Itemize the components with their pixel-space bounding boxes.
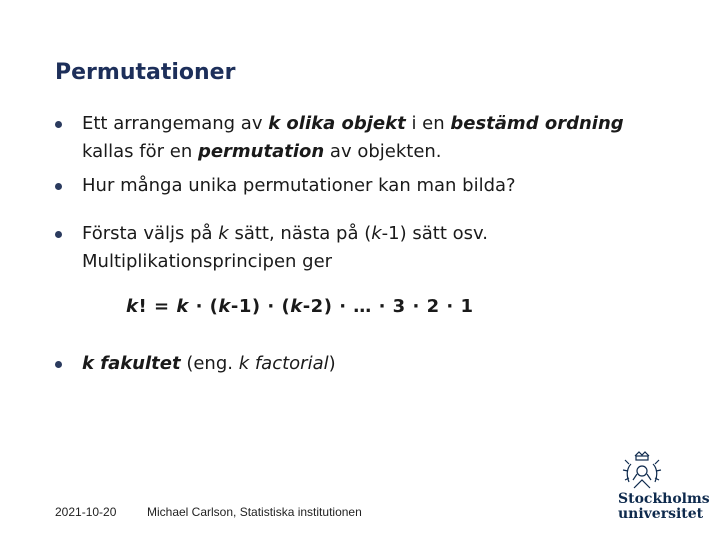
text-run: permutation [197,141,325,162]
text-run: kallas för en [82,141,198,162]
text-run: (eng. [180,353,239,374]
text-run: k [176,296,189,317]
bullet-item [55,350,675,378]
text-run: sätt, nästa på ( [228,223,372,244]
text-run: Multiplikationsprincipen ger [82,251,333,272]
bullet-item [55,110,675,166]
text-run: Hur många unika permutationer kan man bilda? [82,175,516,196]
bullet-dot-icon [55,361,62,368]
text-run: Ett arrangemang av [82,113,269,134]
bullet-item [55,172,675,200]
bullet-item [55,220,675,276]
bullet-dot-icon [55,121,62,128]
wordmark-line-1: Stockholms [618,491,710,507]
text-run: k olika objekt [268,113,406,134]
footer-author: Michael Carlson, Statistiska institutionen [147,505,362,519]
text-run: k [290,296,303,317]
text-run: i en [405,113,451,134]
text-run: ) [328,353,336,374]
text-run: k [371,223,382,244]
text-run: k [218,223,229,244]
text-run: k fakultet [82,353,181,374]
factorial-formula [126,294,473,320]
bullet-text [82,350,675,378]
text-run: -2) · … · 3 · 2 · 1 [302,296,474,317]
text-run: k [218,296,231,317]
footer-date: 2021-10-20 [55,505,117,519]
university-seal-icon [617,450,667,492]
slide-title: Permutationer [55,60,236,85]
text-run: ! = [138,296,177,317]
bullet-dot-icon [55,231,62,238]
university-wordmark [618,492,710,522]
bullet-text [82,220,675,276]
text-run: -1) · ( [230,296,291,317]
text-run: k [126,296,139,317]
text-run: bestämd ordning [450,113,624,134]
text-run: · ( [188,296,219,317]
text-run: -1) sätt osv. [381,223,488,244]
wordmark-line-2: universitet [618,506,704,522]
text-run: k factorial [238,353,329,374]
bullet-text [82,172,675,200]
bullet-text [82,110,675,166]
text-run: Första väljs på [82,223,219,244]
university-logo [615,450,710,525]
text-run: av objekten. [324,141,442,162]
bullet-dot-icon [55,183,62,190]
